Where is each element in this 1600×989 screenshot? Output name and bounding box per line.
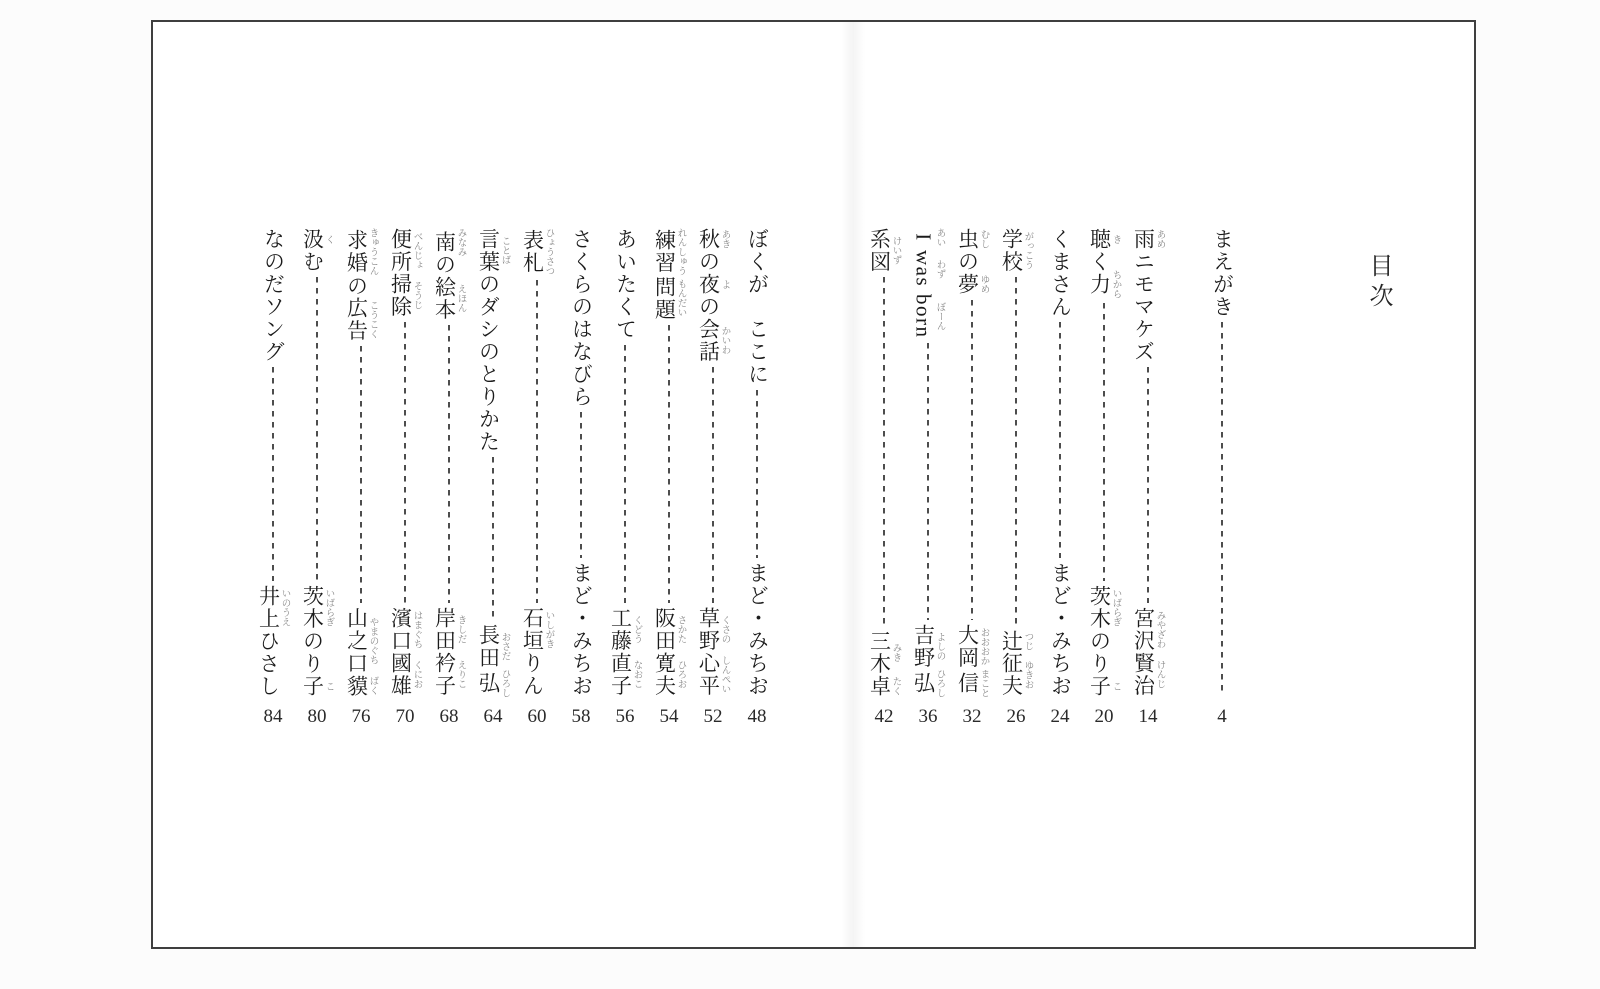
entry-title: 言葉 ことばのダシのとりかた <box>476 228 510 453</box>
toc-entry <box>295 228 339 730</box>
page-number: 26 <box>1006 706 1026 727</box>
entry-title: さくらのはなびら <box>569 228 594 408</box>
dotted-leader <box>971 300 973 620</box>
dotted-leader <box>536 280 538 604</box>
entry-title: 雨 あめニモマケズ <box>1131 228 1165 363</box>
entry-author: 石垣 いしがきりん <box>520 607 554 697</box>
entry-title: 南 みなみの絵本 えほん <box>432 228 466 321</box>
entry-author: 山之口 やまのぐち貘 ばく <box>344 607 378 697</box>
dotted-leader <box>272 367 274 581</box>
toc-entry <box>862 228 906 730</box>
page-number: 64 <box>483 706 503 727</box>
page-number: 54 <box>659 706 679 727</box>
entry-author: 茨木 いばらぎのり子 こ <box>1087 584 1121 697</box>
page-number: 76 <box>351 706 371 727</box>
toc-entry <box>427 228 471 730</box>
entry-author: 長田 おさだ弘 ひろし <box>476 623 510 697</box>
page-number: 32 <box>962 706 982 727</box>
entry-title: 求婚 きゅうこんの広告 こうこく <box>344 228 378 343</box>
toc-entry <box>383 228 427 730</box>
page-number: 36 <box>918 706 938 727</box>
entry-title: くまさん <box>1048 228 1073 318</box>
entry-title: ぼくが ここに <box>745 228 770 386</box>
toc-right-page <box>862 228 1244 730</box>
entry-title: 練習 れんしゅう問題 もんだい <box>652 228 686 321</box>
dotted-leader <box>712 367 714 603</box>
entry-author: まど・みちお <box>569 562 594 697</box>
entry-title: 便所 べんじょ掃除 そうじ <box>388 228 422 318</box>
dotted-leader <box>1015 277 1017 626</box>
entry-title: 系図 けいず <box>867 228 901 273</box>
page-frame <box>151 20 1476 949</box>
dotted-leader <box>668 325 670 604</box>
dotted-leader <box>404 322 406 603</box>
entry-title: 秋 あきの夜 よの会話 かいわ <box>696 228 730 363</box>
entry-author: まど・みちお <box>1048 562 1073 697</box>
entry-title: 虫 むしの夢 ゆめ <box>955 228 989 296</box>
entry-author: 井上 いのうえひさし <box>256 584 290 697</box>
entry-author: 岸田 きしだ衿子 えりこ <box>432 607 466 697</box>
dotted-leader <box>756 390 758 559</box>
dotted-leader <box>1059 322 1061 558</box>
dotted-leader <box>580 412 582 558</box>
toc-entry <box>691 228 735 730</box>
dotted-leader <box>1103 303 1105 581</box>
toc-entry <box>251 228 295 730</box>
entry-title: I あい was わず born ぼーん <box>911 228 945 339</box>
toc-entry <box>1082 228 1126 730</box>
page-number: 56 <box>615 706 635 727</box>
page-number: 42 <box>874 706 894 727</box>
toc-entry <box>906 228 950 730</box>
entry-author: 辻 つじ征夫 ゆきお <box>999 629 1033 697</box>
entry-author: 吉野 よしの弘 ひろし <box>911 623 945 697</box>
entry-author: 三木 みき卓 たく <box>867 629 901 697</box>
page-number: 70 <box>395 706 415 727</box>
toc-entry <box>339 228 383 730</box>
toc-entry <box>950 228 994 730</box>
dotted-leader <box>492 457 494 620</box>
page-number: 84 <box>263 706 283 727</box>
toc-entry <box>647 228 691 730</box>
page-number: 14 <box>1138 706 1158 727</box>
dotted-leader <box>360 346 362 603</box>
entry-author: まど・みちお <box>745 562 770 697</box>
page-title: 目次 <box>1365 253 1391 313</box>
page-number: 20 <box>1094 706 1114 727</box>
page-number: 80 <box>307 706 327 727</box>
toc-entry <box>559 228 603 730</box>
toc-entry <box>1200 228 1244 730</box>
toc-entry <box>994 228 1038 730</box>
page-number: 52 <box>703 706 723 727</box>
entry-author: 工藤 くどう直子 なおこ <box>608 607 642 697</box>
dotted-leader <box>927 343 929 620</box>
page-number: 60 <box>527 706 547 727</box>
dotted-leader <box>316 277 318 581</box>
entry-author: 宮沢 みやざわ賢治 けんじ <box>1131 607 1165 697</box>
page-number: 58 <box>571 706 591 727</box>
entry-author: 濱口 はまぐち國雄 くにお <box>388 607 422 697</box>
dotted-leader <box>1221 322 1223 693</box>
toc-entry <box>603 228 647 730</box>
entry-title: あいたくて <box>613 228 638 341</box>
entry-title: 表札 ひょうさつ <box>520 228 554 276</box>
toc-entry <box>1038 228 1082 730</box>
page-number: 48 <box>747 706 767 727</box>
dotted-leader <box>448 325 450 603</box>
page-number: 24 <box>1050 706 1070 727</box>
entry-title: なのだソング <box>261 228 286 363</box>
toc-entry <box>515 228 559 730</box>
entry-title: まえがき <box>1210 228 1235 318</box>
entry-author: 阪田 さかた寛夫 ひろお <box>652 607 686 697</box>
dotted-leader <box>883 277 885 626</box>
entry-author: 草野 くさの心平 しんぺい <box>696 607 730 697</box>
dotted-leader <box>624 345 626 604</box>
toc-entry <box>735 228 779 730</box>
toc-entry <box>1126 228 1170 730</box>
entry-author: 茨木 いばらぎのり子 こ <box>300 584 334 697</box>
entry-author: 大岡 おおおか信 まこと <box>955 623 989 697</box>
entry-title: 汲 くむ <box>300 228 334 273</box>
entry-title: 聴 きく力 ちから <box>1087 228 1121 299</box>
entry-title: 学校 がっこう <box>999 228 1033 273</box>
toc-left-page <box>251 228 779 730</box>
page-number: 68 <box>439 706 459 727</box>
toc-entry <box>471 228 515 730</box>
dotted-leader <box>1147 367 1149 603</box>
page-number: 4 <box>1217 706 1227 727</box>
